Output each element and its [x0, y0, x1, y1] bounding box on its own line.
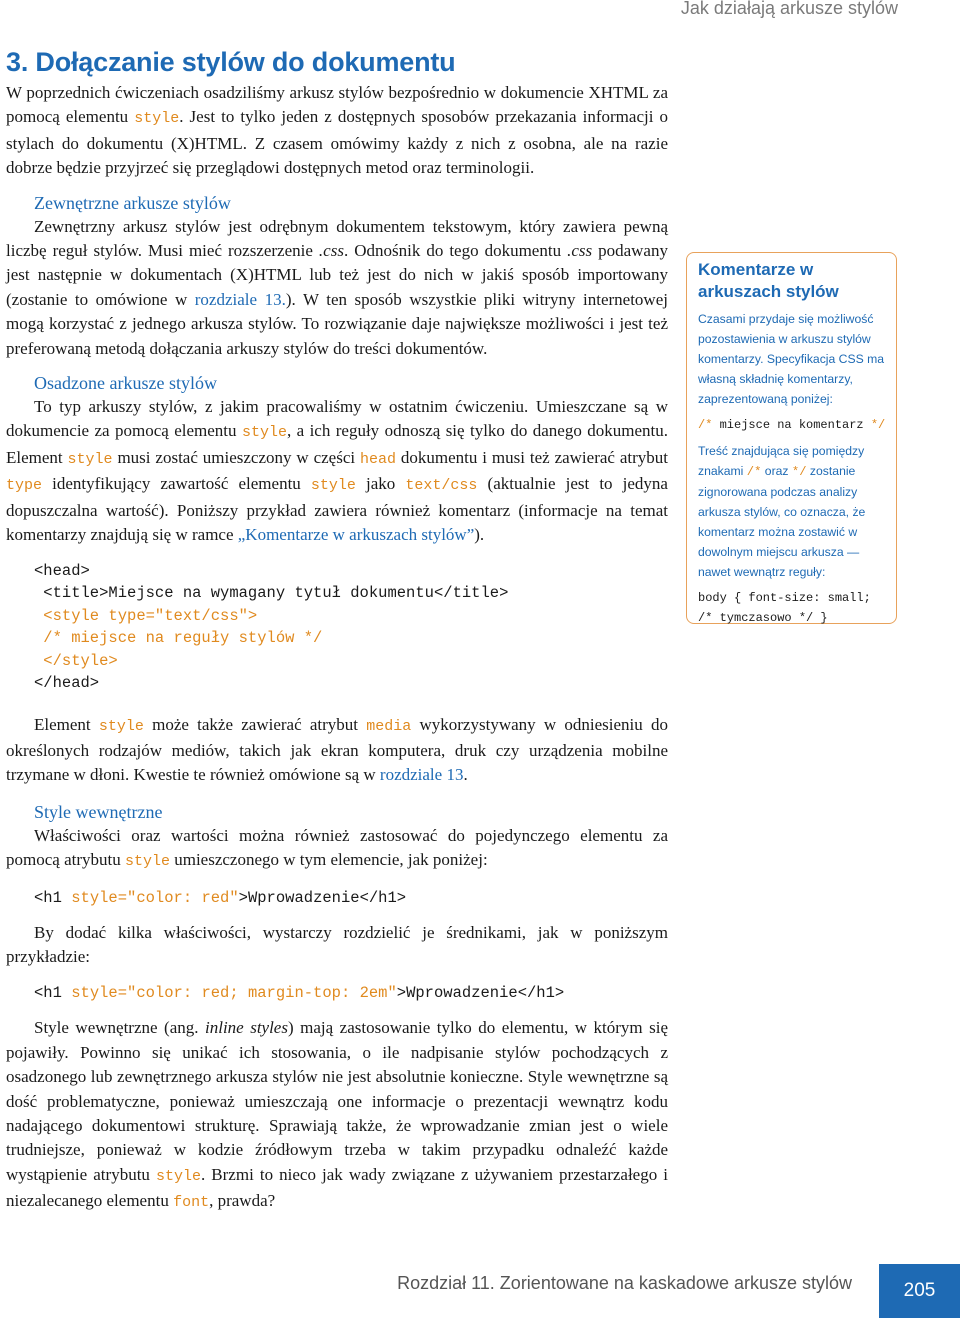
chapter-link[interactable]: rozdziale 13: [379, 765, 464, 785]
sidebar-title: Komentarze w arkuszach stylów: [698, 260, 839, 301]
external-paragraph: Zewnętrzny arkusz stylów jest odrębnym dokumentem tekstowym, który zawiera pewną liczbę reguł stylów. Musi mieć rozszerzenie .css. Odnośnik do tego dokumentu .css podawany jest następnie w dokumentach (X)HTML lub też jest do nich w jakiś sposób importowany (zostanie to omówione w rozdziale 13.). W ten sposób wszystkie pliki witryny internetowej mogą korzystać z jednego arkusza stylów. To rozwiązanie daje największe możliwości i jest też preferowaną metodą dołączania arkuszy stylów do treści dokumentów.: [6, 216, 668, 358]
code-example-head: <head> <title>Miejsce na wymagany tytuł dokumentu</title> <style type="text/css"> /* miejsce na reguły stylów */ </style> </head>: [34, 561, 509, 692]
comments-sidebar: [686, 252, 897, 624]
intro-paragraph: W poprzednich ćwiczeniach osadziliśmy arkusz stylów bezpośrednio w dokumencie XHTML za pomocą elementu style. Jest to tylko jeden z dostępnych sposobów przekazania informacji o stylach do dokumentu (X)HTML. Z czasem omówimy każdy z nich z osobna, ale na razie dobrze będzie przyjrzeć się przeglądowi dostępnych metod oraz terminologii.: [6, 83, 668, 178]
multi-property-paragraph: By dodać kilka właściwości, wystarczy rozdzielić je średnikami, jak w poniższym przykładzie:: [6, 923, 668, 967]
footer-chapter: Rozdział 11. Zorientowane na kaskadowe arkusze stylów: [397, 1273, 852, 1293]
running-header: Jak działają arkusze stylów: [680, 0, 898, 18]
inline-code: style: [134, 110, 180, 128]
code-example-h1-multi: <h1 style="color: red; margin-top: 2em">Wprowadzenie</h1>: [34, 983, 565, 1002]
heading-embedded: Osadzone arkusze stylów: [34, 373, 217, 394]
page-number: 205: [879, 1264, 960, 1318]
sidebar-paragraph: Treść znajdująca się pomiędzy znakami /* oraz */ zostanie zignorowana podczas analizy arkusza stylów, co oznacza, że komentarz można zostawić w dowolnym miejscu arkusza — nawet wewnątrz reguły:: [698, 444, 866, 579]
code-example-h1: <h1 style="color: red">Wprowadzenie</h1>: [34, 888, 407, 907]
section-title: 3. Dołączanie stylów do dokumentu: [6, 47, 456, 77]
sidebar-paragraph: Czasami przydaje się możliwość pozostawienia w arkuszu stylów komentarzy. Specyfikacja CSS ma własną składnię komentarzy, zaprezentowaną poniżej:: [698, 312, 885, 406]
inline-paragraph: Właściwości oraz wartości można również zastosować do pojedynczego elementu za pomocą atrybutu style umieszczonego w tym elemencie, jak poniżej:: [6, 825, 668, 871]
heading-inline: Style wewnętrzne: [34, 801, 163, 822]
main-column: [6, 44, 668, 1216]
sidebar-code-comment: /* miejsce na komentarz */: [698, 418, 886, 432]
sidebar-link[interactable]: „Komentarze w arkuszach stylów”: [237, 525, 475, 545]
inline-drawbacks-paragraph: Style wewnętrzne (ang. inline styles) mają zastosowanie tylko do elementu, w którym się pojawiły. Powinno się unikać ich stosowania, o ile nadpisanie stylów pochodzących z osadzonego lub zewnętrznego arkusza stylów nie jest absolutnie konieczne. Style wewnętrzne są dość problematyczne, ponieważ umieszczają one informacje o prezentacji wewnątrz kodu nadającego dokumentowi strukturę. Sprawiają także, że wprowadzanie zmian jest o wiele trudniejsze, ponieważ w kodzie źródłowym trzeba w takim przypadku odnaleźć każde wystąpienie atrybutu style. Brzmi to nieco jak wady związane z używaniem przestarzałego i niezalecanego elementu font, prawda?: [6, 1018, 669, 1212]
chapter-link[interactable]: rozdziale 13.: [194, 289, 286, 309]
embedded-paragraph: To typ arkuszy stylów, z jakim pracowaliśmy w ostatnim ćwiczeniu. Umieszczane są w dokumencie za pomocą elementu style, a ich reguły odnoszą się tylko do danego dokumentu. Element style musi zostać umieszczony w części head dokumentu i musi też zawierać atrybut type identyfikujący zawartość elementu style jako text/css (aktualnie jest to jedyna dopuszczalna wartość). Poniższy przykład zawiera również komentarz (informacje na temat komentarzy znajdują się w ramce „Komentarze w arkuszach stylów”).: [6, 397, 668, 545]
sidebar-code-rule: body { font-size: small; /* tymczasowo */ }: [698, 591, 871, 625]
heading-external: Zewnętrzne arkusze stylów: [34, 192, 231, 213]
media-paragraph: Element style może także zawierać atrybut media wykorzystywany w odniesieniu do określonych rodzajów mediów, takich jak ekran komputera, druk czy urządzenia mobilne trzymane w dłoni. Kwestie te również omówione są w rozdziale 13.: [6, 714, 668, 785]
